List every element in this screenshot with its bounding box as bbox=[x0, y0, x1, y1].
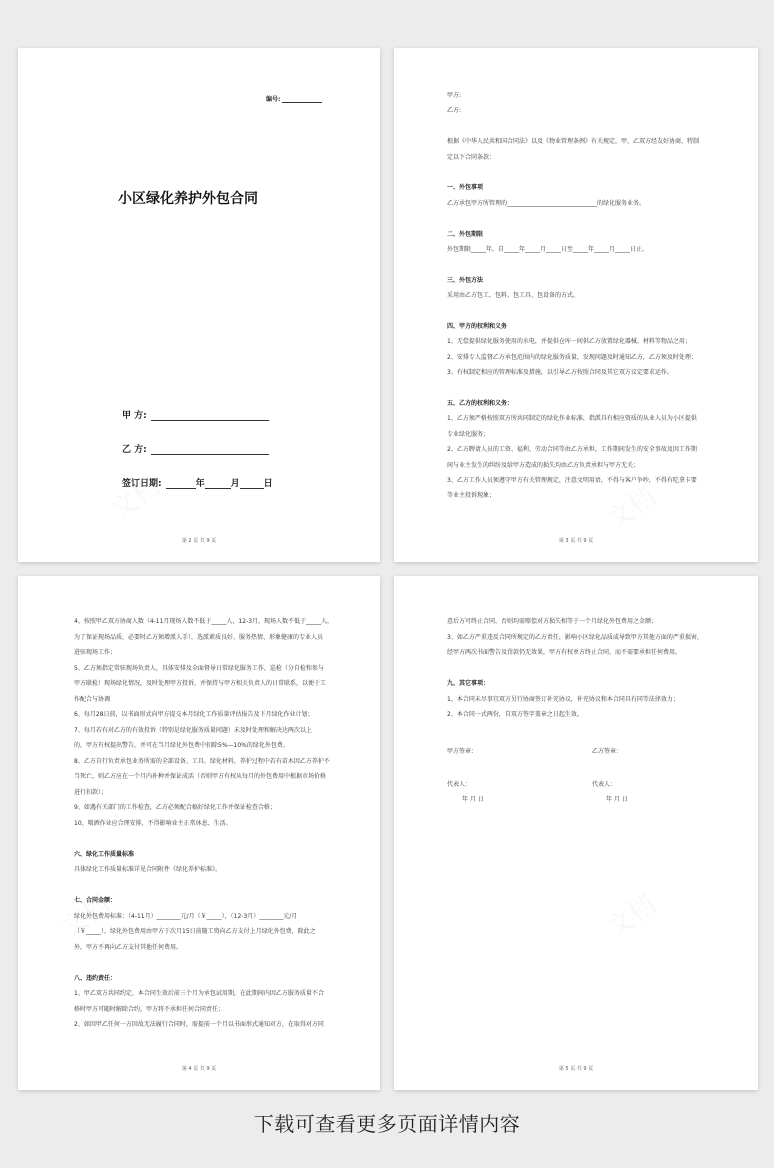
date-a-label: 年 月 日 bbox=[462, 796, 484, 803]
text-line: 为了保证现场品质，必要时乙方须增派人手），选派素质良好、服务热情、形象健康的专业人员 bbox=[74, 633, 324, 641]
section-heading: 三、外包方法 bbox=[447, 276, 484, 284]
text-line: 当死亡，则乙方应在一个月内补种并保证成活（否则甲方有权从每月的外包费用中根据市场价格 bbox=[74, 773, 327, 780]
contract-number bbox=[266, 94, 322, 103]
section-heading: 六、绿化工作质量标准 bbox=[74, 850, 135, 858]
sign-date-field bbox=[122, 476, 273, 489]
party-b-blank bbox=[151, 445, 269, 455]
text-line: 作配合与协调 bbox=[74, 695, 111, 703]
number-blank bbox=[282, 96, 322, 103]
text-line: 乙方承包甲方所管理的______________________________的绿化服务业务。 bbox=[447, 199, 646, 207]
contract-page-5 bbox=[394, 576, 758, 1090]
page-footer: 第 5 页 共 9 页 bbox=[558, 1066, 594, 1072]
text-line: 1、无偿提供绿化服务使用的水电，并提供仓库一间供乙方放置绿化器械、材料等物品之用； bbox=[447, 338, 691, 346]
party-b-label: 乙 方: bbox=[122, 445, 147, 455]
day-blank bbox=[240, 479, 264, 489]
text-line: 格时甲方可随时解除合约，甲方将不承担任何合同责任； bbox=[74, 1005, 225, 1013]
text-line: 3、乙方工作人员须遵守甲方有关管理规定，注意文明用语，不得与客户争吵，不得有吃拿卡要 bbox=[447, 477, 697, 484]
rep-a-label: 代表人： bbox=[447, 781, 472, 788]
section-heading: 一、外包事项 bbox=[447, 184, 484, 192]
text-line: 2、本合同一式两份，自双方签字盖章之日起生效。 bbox=[447, 711, 583, 718]
sign-date-label: 签订日期: bbox=[122, 479, 162, 489]
text-line: 1、本合同未尽事宜双方另行协商签订补充协议，补充协议和本合同具有同等法律效力； bbox=[447, 695, 679, 703]
text-line: （￥_____），绿化外包费用由甲方于次月15日前随工资向乙方支付上月绿化外包费，除此之 bbox=[74, 928, 316, 935]
contract-title: 小区绿化养护外包合同 bbox=[118, 191, 258, 207]
text-line: 间与业主发生的纠纷及给甲方造成的损失均由乙方负责承担与甲方无关； bbox=[447, 461, 640, 469]
text-line: 3、有权制定相应的管理标准及措施，以引导乙方按照合同及其它双方议定要求运作。 bbox=[447, 369, 673, 377]
text-line: 2、安排专人监督乙方承包范围内的绿化服务质量，发现问题及时通知乙方，乙方须及时处理； bbox=[447, 353, 697, 361]
text-line: 1、甲乙双方共同约定，本合同生效后前三个月为承包试用期，在此期间内因乙方服务质量不合 bbox=[74, 990, 324, 997]
text-line: 进驻现场工作； bbox=[74, 649, 117, 656]
text-line: 5、乙方须指定常驻现场负责人，具体安排及全面督导日常绿化服务工作，巡检（分自检和参与 bbox=[74, 664, 324, 672]
text-line: 定以下合同条款： bbox=[447, 153, 496, 161]
text-line: 具体绿化工作质量标准详见合同附件《绿化养护标准》。 bbox=[74, 866, 222, 873]
text-line: 7、每月若有对乙方的有效投诉（特别是绿化服务质量问题）未及时处理和解决达两次以上 bbox=[74, 726, 312, 734]
month-label: 月 bbox=[230, 479, 240, 489]
download-caption: 下载可查看更多页面详情内容 bbox=[253, 1112, 521, 1136]
text-line: 乙方: bbox=[447, 107, 462, 115]
text-line: 4、按照甲乙双方协商人数（4-11月现场人数不低于_____人，12-3月，现场人数不低于_____人， bbox=[74, 618, 334, 625]
section-heading: 四、甲方的权利和义务 bbox=[447, 323, 508, 330]
text-line: 等业主投诉现象； bbox=[447, 492, 496, 500]
date-b-label: 年 月 日 bbox=[606, 796, 628, 803]
month-blank bbox=[205, 479, 231, 489]
text-line: 9、如遇有关部门的工作检查，乙方必须配合搞好绿化工作并保证检查合格； bbox=[74, 804, 276, 811]
section-heading: 七、合同金额： bbox=[74, 897, 117, 904]
number-label: 编号: bbox=[266, 96, 281, 103]
text-line: 8、乙方自行负责承包业务所需的全部设备、工具、绿化材料，养护过程中若有苗木因乙方养护不 bbox=[74, 757, 330, 765]
text-line: 3、如乙方严重违反合同所规定的乙方责任，影响小区绿化品质或导致甲方其他方面的严重损害， bbox=[447, 633, 703, 641]
sign-b-label: 乙方签章： bbox=[592, 748, 623, 755]
year-blank bbox=[166, 479, 196, 489]
text-line: 2、如因甲乙任何一方因故无法履行合同时，需提前一个月以书面形式通知对方，在取得对方同 bbox=[74, 1021, 324, 1028]
page-footer: 第 3 页 共 9 页 bbox=[558, 538, 594, 544]
rep-b-label: 代表人： bbox=[592, 781, 617, 788]
day-label: 日 bbox=[263, 479, 273, 489]
text-line: 外包期限_____年，自_____年_____月_____日至_____年_____月_____日止。 bbox=[447, 246, 649, 253]
text-line: 10、喷洒作业应合理安排，不得影响业主正常休息、生活。 bbox=[74, 819, 232, 827]
party-b-field bbox=[122, 442, 269, 455]
text-line: 经甲方两次书面警告及罚款仍无效果，甲方有权单方终止合同，而不需要承担任何费用。 bbox=[447, 649, 682, 656]
party-a-label: 甲 方: bbox=[122, 411, 147, 421]
year-label: 年 bbox=[195, 479, 205, 489]
contract-page-4 bbox=[18, 576, 380, 1090]
page-footer: 第 2 页 共 9 页 bbox=[181, 538, 217, 544]
text-line: 意后方可终止合同，否则均需赔偿对方损失相等于一个月绿化外包费用之金额； bbox=[447, 618, 658, 625]
section-heading: 九、其它事项： bbox=[447, 680, 490, 687]
text-line: 绿化外包费用标准：（4-11月）________元/月（￥_____），（12-3月）________元/月 bbox=[74, 912, 298, 920]
text-line: 甲方联检）现场绿化情况，及时处理甲方投诉，并保持与甲方相关负责人的日常联系，以便于工 bbox=[74, 680, 327, 687]
page-footer: 第 4 页 共 9 页 bbox=[181, 1066, 217, 1072]
section-heading: 二、外包期限 bbox=[447, 230, 484, 238]
text-line: 2、乙方聘请人员的工资、福利、劳动合同等由乙方承担，工作期间发生的安全事故及因工作期 bbox=[447, 446, 697, 454]
text-line: 采用由乙方包工、包料、包工具、包设备的方式。 bbox=[447, 292, 580, 300]
text-line: 甲方: bbox=[447, 92, 462, 99]
text-line: 6、每月28日前，以书面形式向甲方提交本月绿化工作质量评估报告及下月绿化作业计划； bbox=[74, 711, 314, 718]
text-line: 1、乙方须严格按照双方所共同制定的绿化作业标准，指派具有相应资质的从业人员为小区提供 bbox=[447, 415, 697, 423]
party-a-blank bbox=[151, 411, 269, 421]
text-line: 的，甲方有权提出警告，并可在当月绿化外包费中扣除5%—10%的绿化外包费。 bbox=[74, 742, 289, 749]
section-heading: 五、乙方的权利和义务： bbox=[447, 400, 514, 407]
text-line: 外，甲方不再向乙方支付其他任何费用。 bbox=[74, 943, 183, 951]
text-line: 根据《中华人民共和国合同法》以及《物业管理条例》有关规定，甲、乙双方经友好协商，特制 bbox=[447, 138, 700, 146]
watermark bbox=[598, 884, 662, 944]
text-line: 进行扣款）； bbox=[74, 788, 108, 796]
sign-a-label: 甲方签章： bbox=[447, 748, 478, 755]
text-line: 专业绿化服务； bbox=[447, 430, 490, 438]
cover-page bbox=[18, 48, 380, 562]
section-heading: 八、违约责任： bbox=[74, 974, 117, 982]
party-a-field bbox=[122, 408, 269, 421]
contract-page-3 bbox=[394, 48, 758, 562]
watermark bbox=[598, 476, 662, 536]
